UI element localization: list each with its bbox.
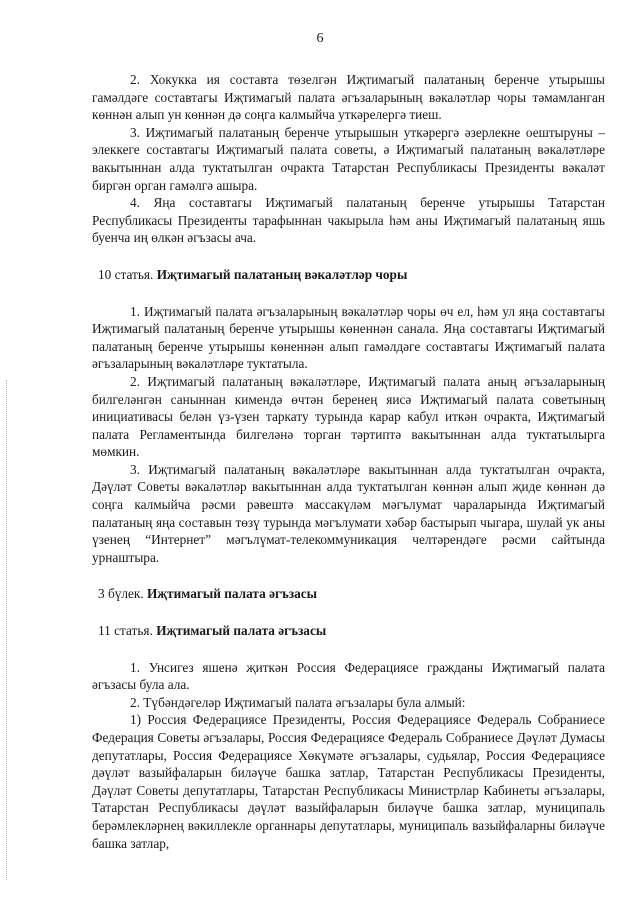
article-10-title: Иҗтимагый палатаның вәкаләтләр чоры [156, 266, 408, 282]
paragraph-art11-clause2: 2. Түбәндәгеләр Иҗтимагый палата әгъзалары була алмый: [130, 694, 466, 710]
article-11-heading [92, 622, 605, 640]
paragraph-art9-clause4: 4. Яңа составтагы Иҗтимагый палатаның беренче утырышы Татарстан Республикасы Президенты тарафыннан чакырыла һәм аны Иҗтимагый палатаның яшь буенча иң өлкән әгъзасы ача. [92, 195, 605, 246]
paragraph-art10-clause1: 1. Иҗтимагый палата әгъзаларының вәкаләтләр чоры өч ел, һәм ул яңа составтагы Иҗтимагый палатаның беренче утырышы көненнән санала. Яңа составтагы Иҗтимагый палатаның беренче утырышы көненнән алып гамәлдәге составтагы Иҗтимагый палата әгъзаларының вәкаләтләре туктатыла. [92, 303, 605, 372]
article-11-number: 11 статья. [98, 623, 157, 639]
page-number: 6 [316, 31, 324, 46]
paragraph-art11-clause1: 1. Унсигез яшенә җиткән Россия Федерациясе гражданы Иҗтимагый палата әгъзасы була ала. [92, 659, 605, 693]
paragraph-art10-clause2: 2. Иҗтимагый палатаның вәкаләтләре, Иҗтимагый палата аның әгъзаларының билгеләнгән саныннан кимендә өчтән беренең яисә Иҗтимагый палата советының инициативасы белән үз-үзен таркату турында карар кабул иткән очракта, Иҗтимагый палата Регламентында билгеләнә торган тәртиптә вакытыннан алда туктатылырга мөмкин. [92, 373, 605, 460]
scan-margin-line [6, 380, 7, 880]
paragraph-art11-item1: 1) Россия Федерациясе Президенты, Россия Федерациясе Федераль Собраниесе Федерация Советы әгъзалары, Россия Федерациясе Федераль Собраниесе Дәүләт Думасы депутатлары, Россия Федерациясе Хөкүмәте әгъзалары, судьялар, Россия Федерациясе дәүләт вазыйфаларын биләүче башка затлар, Татарстан Республикасы Президенты, Дәүләт Советы депутатлары, Татарстан Республикасы Министрлар Кабинеты әгъзалары, Татарстан Республикасы дәүләт вазыйфаларын биләүче башка затлар, муниципаль берәмлекләрнең вәкиллекле органнары депутатлары, муниципаль вазыйфаларны биләүче башка затлар, [92, 712, 605, 851]
paragraph-art10-clause3: 3. Иҗтимагый палатаның вәкаләтләре вакытыннан алда туктатылган очракта, Дәүләт Советы вәкаләтләр вакытыннан алда туктатылган көннән алып җиде көннән дә соңга калмыйча рәсми рәвештә массакүләм мәгълумат чараларында Иҗтимагый палатаның яңа составын төзү турында мәгълумати хәбәр бастырып чыгара, шулай ук аны үзенең “Интернет” мәгълүмат-телекоммуникация челтәрендәге рәсми сайтында урнаштыра. [92, 461, 605, 565]
chapter-3-number: 3 бүлек. [98, 586, 148, 602]
article-11-title: Иҗтимагый палата әгъзасы [156, 623, 327, 639]
document-body [92, 71, 605, 852]
paragraph-art9-clause2: 2. Хокукка ия составта төзелгән Иҗтимагый палатаның беренче утырышы гамәлдәге составтагы Иҗтимагый палата әгъзаларының вәкаләтләр чоры тәмамланган көннән алып ун көннән дә соңга калмыйча уткәрелергә тиеш. [92, 72, 605, 123]
paragraph-art9-clause3: 3. Иҗтимагый палатаның беренче утырышын уткәрергә әзерлекне оештыруны – элеккеге составтагы Иҗтимагый палата советы, ә Иҗтимагый палатаның вәкаләтләре вакытыннан алда туктатылган очракта Татарстан Республикасы Президенты вәкаләт биргән орган гамәлгә ашыра. [92, 124, 605, 193]
article-10-heading [92, 266, 605, 284]
article-10-number: 10 статья. [98, 266, 157, 282]
chapter-3-heading [92, 585, 605, 603]
chapter-3-title: Иҗтимагый палата әгъзасы [147, 586, 318, 602]
